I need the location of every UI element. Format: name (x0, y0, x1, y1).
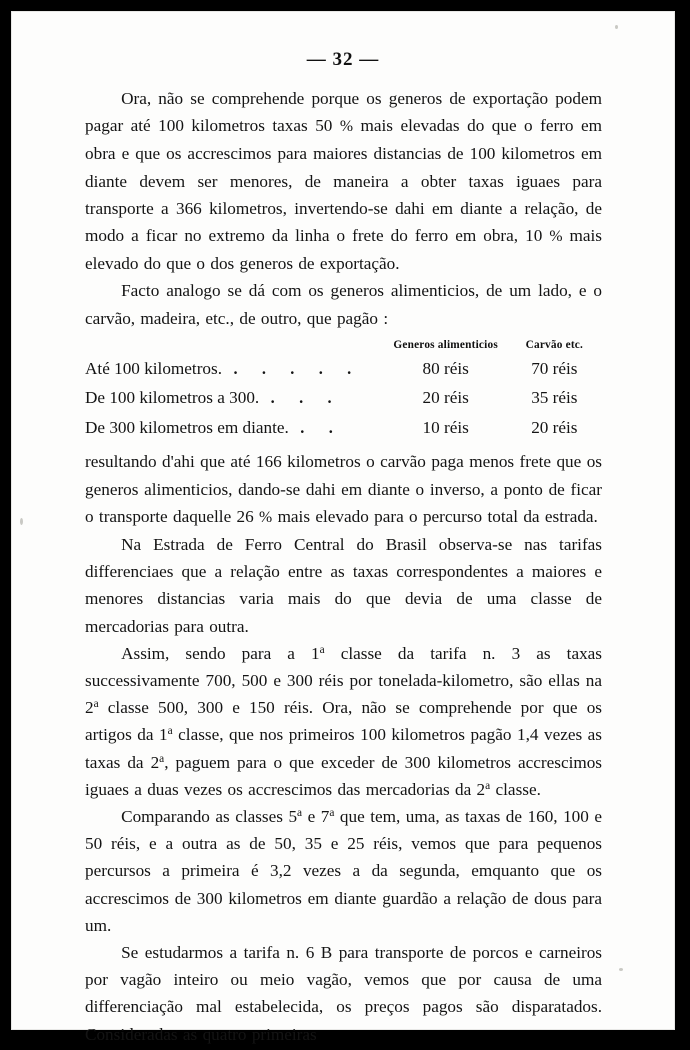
freight-rate-table (85, 339, 602, 443)
document-page (11, 11, 675, 1044)
table-cell-food-rate: 80 réis (422, 358, 469, 378)
distance-label: De 300 kilometros em diante. (85, 417, 289, 437)
table-cell-distance (85, 413, 385, 443)
scan-speck (20, 518, 23, 525)
paragraph-estrada-central: Na Estrada de Ferro Central do Brasil observa-se nas tarifas differenciaes que a relação entre as taxas correspondentes a maiores e menores distancias varia mais do que devia de uma classe de mercadorias para outra. (85, 534, 602, 636)
dot-leader: . . (300, 417, 343, 437)
ordinal-suffix: a (93, 698, 99, 711)
ordinal-suffix: a (159, 752, 165, 765)
body-text-column (85, 85, 602, 1048)
distance-label: De 100 kilometros a 300. (85, 388, 260, 408)
paragraph-ora: Ora, não se comprehende porque os generos de exportação podem pagar até 100 kilometros taxas 50 % mais elevadas do que o ferro em obra e que os accrescimos para maiores distancias de 100 kilometros em diante devem ser menores, de maneira a obter taxas iguaes para transporte a 366 kilometros, invertendo-se dahi em diante a relação, de modo a ficar no extremo da linha o frete do ferro em obra, 10 % mais elevado do que o dos generos de exportação. (85, 89, 602, 274)
table-cell-coal-rate: 70 réis (531, 358, 578, 378)
paragraph-comparando: Comparando as classes 5$^a$ e 7$^a$ que tem, uma, as taxas de 160, 100 e 50 réis, e a outra as de 50, 35 e 25 réis, vemos que para pequenos percursos a primeira é 3,2 vezes a da segunda, emquanto que os accrescimos de 300 kilometros em diante guardão a relação de dous para um. (85, 806, 602, 935)
paragraph-se-estudarmos: Se estudarmos a tarifa n. 6 B para transporte de porcos e carneiros por vagão inteiro ou meio vagão, vemos que por causa de uma differenciação mal estabelecida, os preços pagos são disparatados. Consideradas as quatro primeiras (85, 942, 602, 1044)
percent-sign: % (259, 508, 273, 526)
table-cell-distance (85, 383, 385, 413)
ordinal-suffix: a (485, 779, 491, 792)
ordinal-suffix: a (329, 807, 335, 820)
paragraph-facto: Facto analogo se dá com os generos alimenticios, de um lado, e o carvão, madeira, etc., de outro, que pagão : (85, 281, 602, 328)
ordinal-suffix: a (297, 807, 303, 820)
table-row (85, 413, 602, 443)
paragraph-assim: Assim, sendo para a 1$^a$ classe da tarifa n. 3 as taxas successivamente 700, 500 e 300 réis por tonelada-kilometro, são ellas na 2$^a$ classe 500, 300 e 150 réis. Ora, não se comprehende por que os artigos da 1$^a$ classe, que nos primeiros 100 kilometros pagão 1,4 vezes as taxas da 2$^a$, paguem para o que exceder de 300 kilometros accrescimos iguaes a duas vezes os accrescimos das mercadorias da 2$^a$ classe. (85, 643, 602, 799)
scan-speck (619, 968, 623, 971)
table-header-row (85, 339, 602, 354)
table-header-label (85, 339, 385, 354)
distance-label: Até 100 kilometros. (85, 358, 223, 378)
table-row (85, 383, 602, 413)
scan-speck (615, 25, 618, 29)
paragraph-resultando: resultando d'ahi que até 166 kilometros o carvão paga menos frete que os generos alimenticios, dando-se dahi em diante o inverso, a ponto de ficar o transporte daquelle 26 % mais elevado para o percurso total da estrada. (85, 452, 602, 526)
ordinal-suffix: a (167, 725, 173, 738)
ordinal-suffix: a (319, 643, 325, 656)
dot-leader: . . . (270, 388, 342, 408)
table-cell-distance (85, 354, 385, 384)
table-header-food: Generos alimenticios (393, 338, 498, 351)
table-row (85, 354, 602, 384)
table-cell-food-rate: 10 réis (422, 417, 469, 437)
table-header-coal: Carvão etc. (525, 338, 584, 351)
dot-leader: . . . . . (233, 358, 362, 378)
page-number: — 32 — (306, 49, 380, 70)
table-cell-food-rate: 20 réis (422, 388, 469, 408)
percent-sign: % (339, 118, 354, 136)
table-cell-coal-rate: 35 réis (531, 388, 578, 408)
table-cell-coal-rate: 20 réis (531, 417, 578, 437)
percent-sign: % (549, 228, 563, 246)
